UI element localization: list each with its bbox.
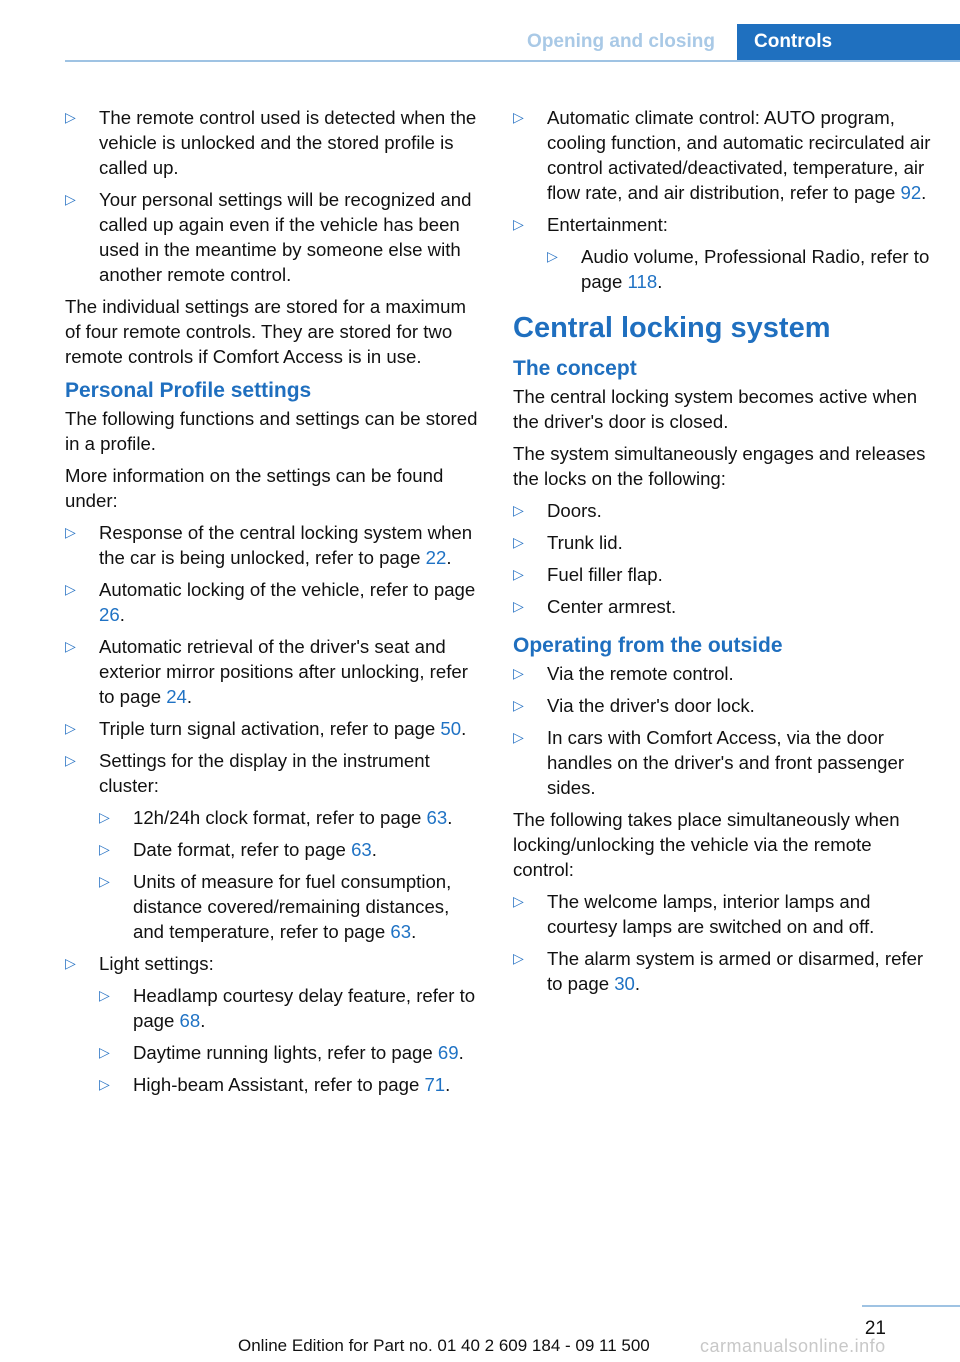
page-link[interactable]: 71 [424,1074,446,1095]
list-item: ▷ Response of the central locking system when the car is being unlocked, refer to page 22. [65,522,473,568]
sublist-item: ▷ Audio volume, Professional Radio, refer to page 118. [547,246,930,292]
sublist-item: ▷ 12h/24h clock format, refer to page 63. [99,807,453,828]
list-item: ▷ Light settings: ▷ Headlamp courtesy delay feature, refer to page 68. ▷ Daytime running lights, refer to page 69. ▷ High-beam Assistant, refer to page 71. [65,951,483,1097]
bullet-triangle-icon: ▷ [513,502,524,518]
bullet-triangle-icon: ▷ [99,809,110,825]
bullet-triangle-icon: ▷ [513,216,524,232]
bullet-triangle-icon: ▷ [513,598,524,614]
list-item: ▷ Trunk lid. [513,532,623,553]
concept-paragraph-1: The central locking system becomes active when the driver's door is closed. [513,386,918,432]
list-item: ▷ Center armrest. [513,596,677,617]
watermark: carmanualsonline.info [700,1336,886,1356]
sublist-item: ▷ Headlamp courtesy delay feature, refer to page 68. [99,985,476,1031]
list-item: ▷ Automatic retrieval of the driver's seat and exterior mirror positions after unlocking, refer to page 24. [65,636,468,707]
light-settings-sublist [99,983,483,1097]
bullet-triangle-icon: ▷ [65,109,76,125]
page-link[interactable]: 118 [627,271,658,292]
list-item: ▷ Entertainment: ▷ Audio volume, Professional Radio, refer to page 118. [513,214,930,292]
storage-paragraph: The individual settings are stored for a maximum of four remote controls. They are stored for two remote controls if Comfort Access is in use. [65,296,466,367]
bullet-triangle-icon: ▷ [99,1076,110,1092]
central-locking-heading: Central locking system [513,312,831,344]
bullet-triangle-icon: ▷ [65,955,76,971]
left-column [65,105,483,1104]
bullet-triangle-icon: ▷ [65,191,76,207]
bullet-triangle-icon: ▷ [513,893,524,909]
page-link[interactable]: 63 [390,921,412,942]
profile-settings-list [65,520,483,1097]
bullet-triangle-icon: ▷ [65,720,76,736]
page-link[interactable]: 63 [351,839,372,860]
page-link[interactable]: 30 [614,973,635,994]
list-item: ▷ Via the driver's door lock. [513,695,755,716]
bullet-triangle-icon: ▷ [99,873,110,889]
page-link[interactable]: 50 [440,718,462,739]
bullet-triangle-icon: ▷ [99,1044,110,1060]
list-item: ▷ Fuel filler flap. [513,564,663,585]
list-item: ▷ In cars with Comfort Access, via the door handles on the driver's and front passenger sides. [513,727,905,798]
profile-info-list [65,105,483,287]
bullet-triangle-icon: ▷ [513,697,524,713]
page-link[interactable]: 68 [179,1010,201,1031]
header-divider [65,60,960,62]
bullet-triangle-icon: ▷ [65,752,76,768]
list-item: ▷ Automatic climate control: AUTO program, cooling function, and automatic recirculated air control activated/deactivated, temperature, air flow rate, and air distribution, refer to page 92. [513,107,931,203]
list-item: ▷ The welcome lamps, interior lamps and courtesy lamps are switched on and off. [513,891,875,937]
page-link[interactable]: 22 [425,547,447,568]
sublist-item: ▷ Date format, refer to page 63. [99,839,377,860]
bullet-triangle-icon: ▷ [65,524,76,540]
bullet-triangle-icon: ▷ [513,950,524,966]
page-header [0,0,960,62]
bullet-triangle-icon: ▷ [513,534,524,550]
bullet-triangle-icon: ▷ [513,109,524,125]
entertainment-sublist [547,244,931,294]
bullet-triangle-icon: ▷ [513,665,524,681]
footer-divider [862,1305,960,1307]
list-item: ▷ Via the remote control. [513,663,734,684]
page-link[interactable]: 63 [426,807,448,828]
bullet-triangle-icon: ▷ [513,566,524,582]
display-settings-sublist [99,805,483,944]
section-tab: Opening and closing [527,31,715,52]
bullet-triangle-icon: ▷ [65,581,76,597]
right-column [513,105,931,1003]
page-link[interactable]: 26 [99,604,120,625]
list-item: ▷ Triple turn signal activation, refer to page 50. [65,718,467,739]
page-link[interactable]: 69 [437,1042,459,1063]
page-number: 21 [864,1318,886,1339]
page-link[interactable]: 24 [166,686,187,707]
list-item: ▷ Automatic locking of the vehicle, refer to page 26. [65,579,476,625]
outside-operation-list [513,661,931,800]
profile-settings-list-continued [513,105,931,294]
list-item: ▷ The alarm system is armed or disarmed, refer to page 30. [513,948,924,994]
page-link[interactable]: 92 [900,182,922,203]
personal-profile-heading: Personal Profile settings [65,379,312,402]
remote-effects-list [513,889,931,996]
sublist-item: ▷ High-beam Assistant, refer to page 71. [99,1074,451,1095]
profile-paragraph-2: More information on the settings can be found under: [65,465,444,511]
list-item: ▷ Doors. [513,500,602,521]
remote-paragraph: The following takes place simultaneously when locking/unlocking the vehicle via the remote control: [513,809,900,880]
operating-outside-heading: Operating from the outside [513,634,783,657]
list-item: ▷ Settings for the display in the instrument cluster: ▷ 12h/24h clock format, refer to page 63. ▷ Date format, refer to page 63. ▷ Units of measure for fuel consumption, distance covered/remaining distances, and temperature, refer to page 63. [65,748,483,944]
list-item: ▷ Your personal settings will be recognized and called up again even if the vehicle has been used in the meantime by someone else with another remote control. [65,189,472,285]
concept-paragraph-2: The system simultaneously engages and releases the locks on the following: [513,443,926,489]
bullet-triangle-icon: ▷ [65,638,76,654]
sublist-item: ▷ Daytime running lights, refer to page 69. [99,1042,464,1063]
chapter-tab: Controls [737,24,960,62]
bullet-triangle-icon: ▷ [99,987,110,1003]
bullet-triangle-icon: ▷ [99,841,110,857]
bullet-triangle-icon: ▷ [547,248,558,264]
concept-heading: The concept [513,357,637,380]
edition-note: Online Edition for Part no. 01 40 2 609 184 - 09 11 500 [238,1336,650,1355]
profile-paragraph-1: The following functions and settings can be stored in a profile. [65,408,478,454]
bullet-triangle-icon: ▷ [513,729,524,745]
list-item: ▷ The remote control used is detected when the vehicle is unlocked and the stored profile is called up. [65,107,477,178]
sublist-item: ▷ Units of measure for fuel consumption, distance covered/remaining distances, and temperature, refer to page 63. [99,871,452,942]
locks-list [513,498,931,619]
